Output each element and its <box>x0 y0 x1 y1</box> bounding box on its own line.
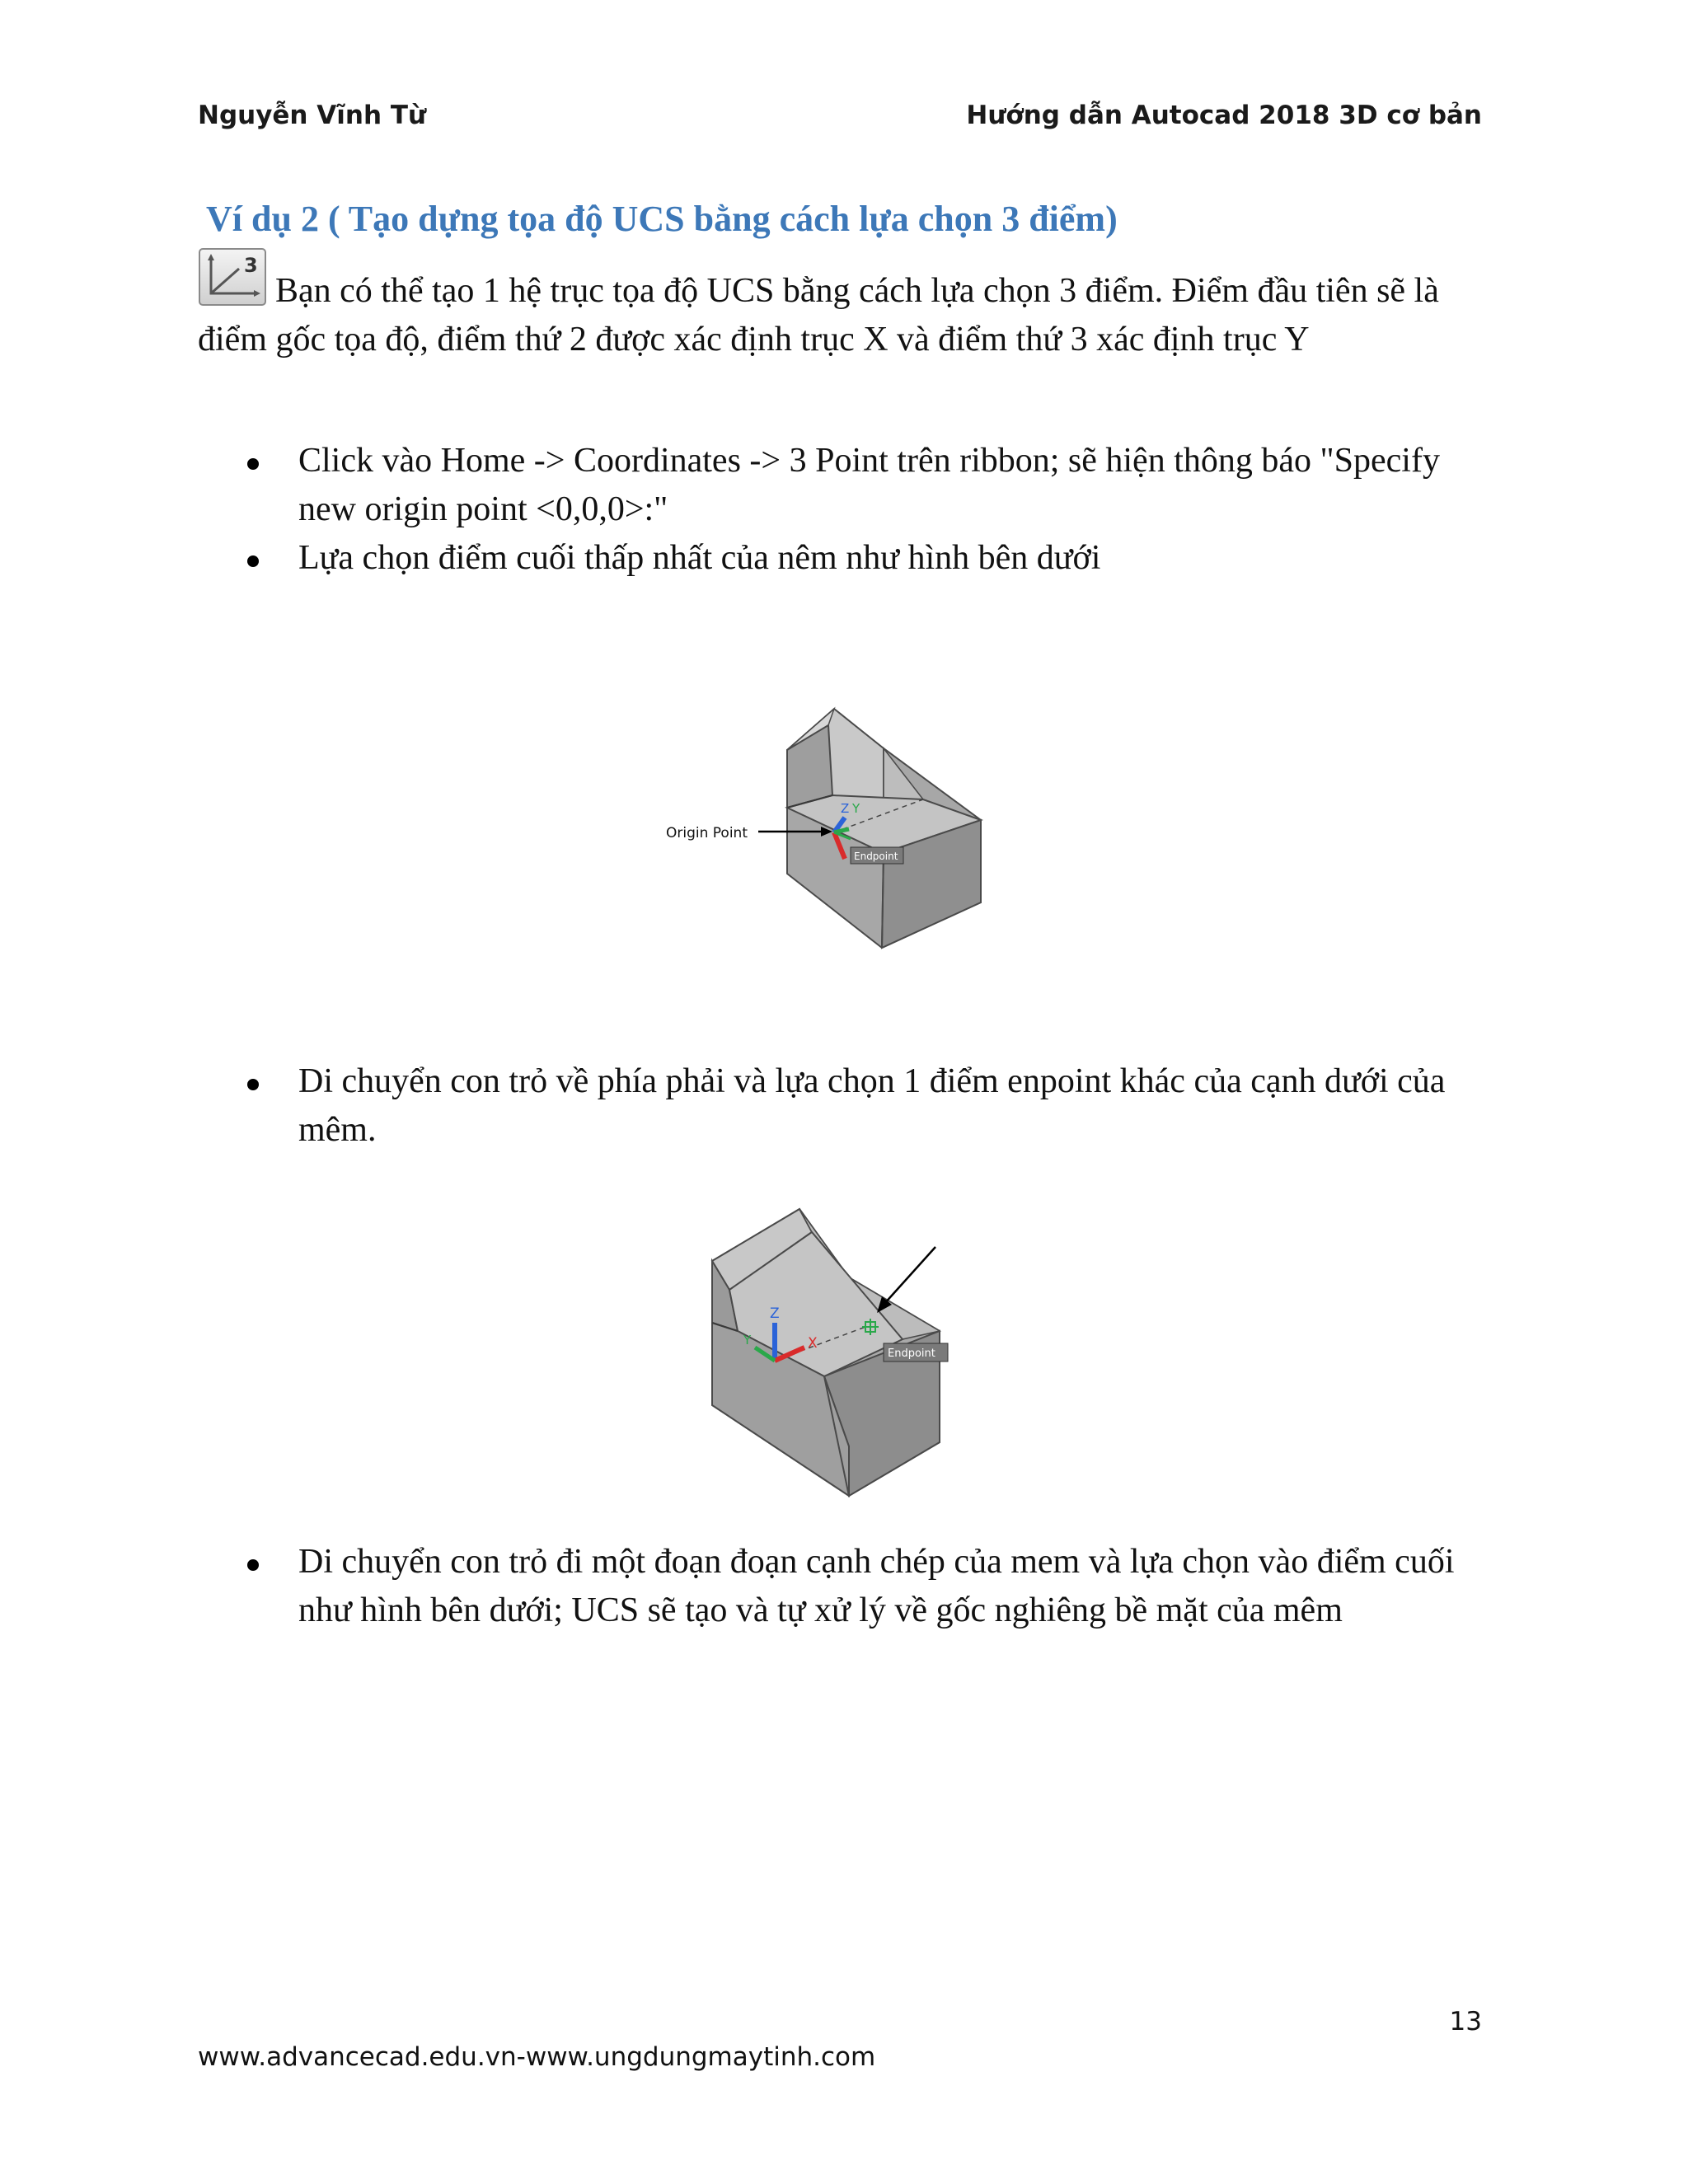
axis-z-label: Z <box>841 801 850 816</box>
endpoint-tooltip: Endpoint <box>888 1347 935 1360</box>
header-book-title: Hướng dẫn Autocad 2018 3D cơ bản <box>966 101 1482 130</box>
bullet-item-4 <box>247 1538 1500 1635</box>
bullet-dot <box>247 555 259 567</box>
figure-origin-point <box>659 692 1006 956</box>
axis-y-label: Y <box>743 1333 752 1347</box>
bullet-text: Di chuyển con trỏ đi một đoạn đoạn cạnh chép của mem và lựa chọn vào điểm cuối như hình bên dưới; UCS sẽ tạo và tự xử lý về gốc nghiêng bề mặt của mêm <box>298 1543 1455 1629</box>
axis-x-label: X <box>808 1335 818 1352</box>
header-author: Nguyễn Vĩnh Từ <box>198 101 427 130</box>
origin-point-label: Origin Point <box>666 825 748 841</box>
axis-y-label: Y <box>852 801 860 816</box>
bullet-text: Di chuyển con trỏ về phía phải và lựa chọn 1 điểm enpoint khác của cạnh dưới của mêm. <box>298 1062 1446 1149</box>
intro-text: Bạn có thể tạo 1 hệ trục tọa độ UCS bằng cách lựa chọn 3 điểm. Điểm đầu tiên sẽ là điểm gốc tọa độ, điểm thứ 2 được xác định trục X và điểm thứ 3 xác định trục Y <box>198 272 1439 359</box>
axis-z-label: Z <box>770 1305 780 1322</box>
bullet-text: Click vào Home -> Coordinates -> 3 Point trên ribbon; sẽ hiện thông báo "Specify new origin point <0,0,0>:" <box>298 442 1440 528</box>
figure-second-endpoint <box>701 1199 964 1504</box>
bullet-dot <box>247 1559 259 1571</box>
bullet-text: Lựa chọn điểm cuối thấp nhất của nêm như hình bên dưới <box>298 539 1101 577</box>
bullet-item-1 <box>247 437 1500 534</box>
section-title: Ví dụ 2 ( Tạo dựng tọa độ UCS bằng cách lựa chọn 3 điểm) <box>206 199 1118 239</box>
bullet-dot <box>247 1079 259 1090</box>
page-number: 13 <box>1449 2007 1482 2036</box>
footer-website: www.advancecad.edu.vn-www.ungdungmaytinh.com <box>198 2042 876 2072</box>
svg-text:3: 3 <box>244 254 258 277</box>
bullet-item-3 <box>247 1057 1500 1155</box>
bullet-item-2 <box>247 534 1500 583</box>
intro-paragraph <box>198 247 1492 364</box>
bullet-dot <box>247 458 259 470</box>
endpoint-tooltip: Endpoint <box>854 851 898 862</box>
ucs-3point-icon <box>198 247 267 307</box>
